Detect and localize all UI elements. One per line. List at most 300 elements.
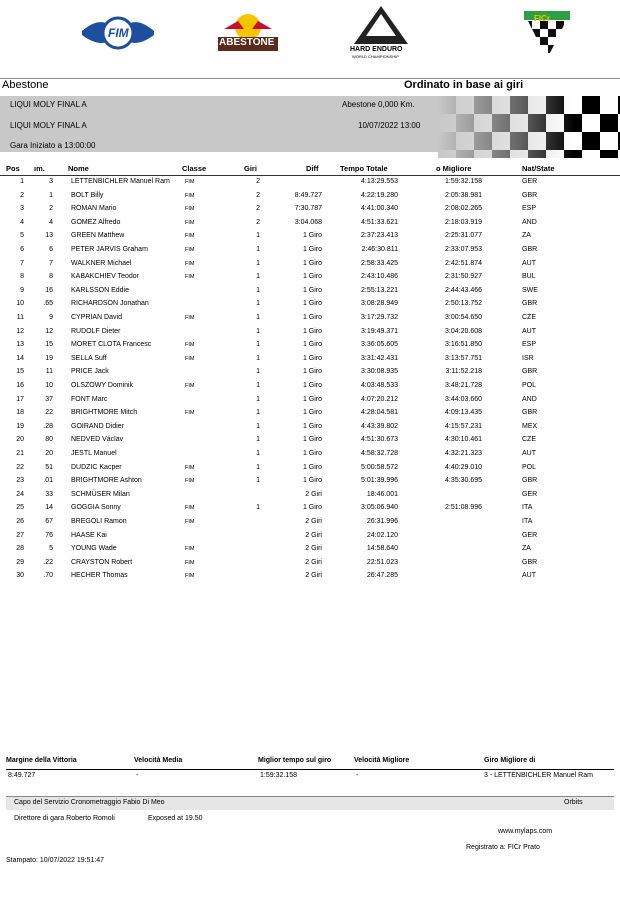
hard-enduro-logo	[346, 4, 416, 62]
event-datetime: 10/07/2022 13:00	[358, 121, 421, 130]
cell-best: 4:40:29.010	[445, 463, 482, 471]
avg-speed-label: Velocità Media	[134, 757, 183, 764]
cell-best: 2:05:38.981	[445, 191, 482, 199]
cell-laps: 1	[256, 354, 260, 362]
best-lap-of-label: Giro Migliore di	[484, 757, 536, 764]
cell-pos: 2	[20, 191, 24, 199]
cell-cls: FIM	[185, 519, 195, 525]
cell-name: PETER JARVIS Graham	[71, 246, 148, 253]
cell-laps: 1	[256, 450, 260, 457]
cell-best: 2:44:43.466	[445, 286, 482, 294]
cell-name: GREEN Matthew	[71, 232, 125, 240]
cell-diff: 1 Giro	[302, 259, 322, 267]
cell-pos: 17	[16, 395, 24, 403]
cell-laps: 1	[256, 300, 260, 308]
cell-name: BREGOLI Ramon	[71, 518, 127, 525]
cell-num: 16	[45, 286, 53, 294]
cell-num: 14	[45, 504, 53, 512]
cell-num: 13	[45, 232, 53, 240]
exposed-at: Exposed at 19.50	[148, 815, 203, 822]
cell-name: LETTENBICHLER Manuel Ram	[71, 178, 170, 185]
table-row	[0, 339, 620, 353]
cell-laps: 1	[256, 395, 260, 403]
cell-name: BOLT Billy	[71, 191, 104, 199]
table-row	[0, 530, 620, 544]
cell-nat: ZA	[522, 232, 531, 240]
cell-name: GOGGIA Sonny	[71, 504, 121, 512]
cell-cls: FIM	[185, 342, 195, 349]
cell-name: MORET CLOTA Francesc	[71, 341, 152, 349]
order-title: Ordinato in base ai giri	[404, 79, 524, 91]
cell-total: 3:19:49.371	[361, 327, 398, 335]
cell-best: 3:48:21.728	[445, 382, 482, 389]
cell-name: SELLA Suff	[71, 354, 107, 362]
cell-pos: 4	[20, 218, 24, 226]
cell-best: 3:00:54.650	[445, 314, 482, 321]
hard-enduro-logo-subtext: WORLD CHAMPIONSHIP	[352, 54, 399, 59]
cell-num: 20	[45, 450, 53, 457]
cell-laps: 1	[256, 422, 260, 430]
cell-cls: FIM	[185, 247, 195, 253]
cell-name: PRICE Jack	[71, 368, 109, 376]
cell-diff: 1 Giro	[302, 463, 322, 471]
cell-nat: BUL	[522, 273, 536, 281]
cell-laps: 2	[256, 191, 260, 199]
cell-best: 2:08:02.265	[445, 205, 482, 213]
cell-cls: FIM	[185, 355, 195, 362]
timekeeper: Capo del Servizio Cronometraggio Fabio Di Meo	[14, 799, 165, 806]
cell-nat: GBR	[522, 246, 538, 253]
cell-total: 4:28:04.581	[361, 409, 398, 417]
table-row	[0, 516, 620, 530]
cell-name: BRIGHTMORE Mitch	[71, 409, 138, 417]
summary-divider	[6, 769, 614, 770]
cell-pos: 26	[16, 518, 24, 525]
cell-laps: 1	[256, 368, 260, 376]
cell-laps: 1	[256, 409, 260, 417]
cell-diff: 1 Giro	[302, 341, 322, 349]
cell-name: RUDOLF Dieter	[71, 327, 121, 335]
cell-name: JESTL Manuel	[71, 450, 117, 457]
cell-diff: 1 Giro	[302, 232, 322, 240]
cell-pos: 29	[16, 558, 24, 566]
cell-diff: 1 Giro	[302, 354, 322, 362]
cell-pos: 20	[16, 436, 24, 444]
column-headers	[0, 162, 620, 176]
cell-total: 4:41:00.340	[361, 205, 398, 213]
cell-num: 3	[49, 178, 53, 185]
checkered-flag	[438, 96, 620, 158]
cell-total: 2:37:23.413	[361, 232, 398, 240]
best-speed-label: Velocità Migliore	[354, 757, 410, 764]
table-row	[0, 271, 620, 285]
cell-total: 4:07:20.212	[361, 395, 398, 403]
cell-diff: 2 Giri	[305, 558, 322, 566]
cell-pos: 16	[16, 382, 24, 389]
col-name: Nome	[68, 164, 89, 173]
cell-cls: FIM	[185, 505, 195, 512]
cell-total: 2:58:33.425	[361, 259, 398, 267]
cell-name: HAASE Kai	[71, 531, 107, 539]
cell-pos: 23	[16, 477, 24, 485]
cell-pos: 6	[20, 246, 24, 253]
cell-laps: 1	[256, 504, 260, 512]
table-row	[0, 502, 620, 516]
cell-laps: 1	[256, 273, 260, 281]
cell-pos: 1	[20, 178, 24, 185]
table-row	[0, 203, 620, 217]
ficr-logo-text: FICr	[534, 14, 550, 23]
registered-to: Registrato a: FICr Prato	[466, 844, 540, 851]
cell-total: 3:08:28.949	[361, 300, 398, 308]
printed-at: Stampato: 10/07/2022 19:51:47	[6, 857, 105, 864]
table-row	[0, 353, 620, 367]
cell-diff: 8:49.727	[294, 191, 322, 199]
cell-nat: AUT	[522, 259, 536, 267]
cell-nat: SWE	[522, 286, 538, 294]
cell-laps: 1	[256, 259, 260, 267]
cell-total: 3:31:42.431	[361, 354, 398, 362]
table-row	[0, 394, 620, 408]
cell-pos: 14	[16, 354, 24, 362]
cell-num: 51	[45, 463, 53, 471]
col-total: Tempo Totale	[340, 164, 388, 173]
cell-cls: FIM	[185, 410, 195, 417]
col-num: ım.	[34, 164, 45, 173]
cell-diff: 1 Giro	[302, 314, 322, 321]
cell-num: .70	[43, 572, 53, 580]
cell-num: 80	[45, 436, 53, 444]
cell-num: 33	[45, 490, 53, 498]
cell-num: 67	[45, 518, 53, 525]
race-director: Direttore di gara Roberto Romoli	[14, 815, 115, 822]
cell-diff: 1 Giro	[302, 327, 322, 335]
table-row	[0, 570, 620, 584]
best-lap-value: 1:59:32.158	[260, 772, 297, 779]
cell-name: GOIRAND Didier	[71, 422, 124, 430]
cell-nat: POL	[522, 382, 537, 389]
cell-total: 3:30:08.935	[361, 368, 398, 376]
table-row	[0, 230, 620, 244]
cell-num: 8	[49, 273, 53, 281]
cell-pos: 28	[16, 545, 24, 553]
cell-name: WALKNER Michael	[71, 259, 132, 267]
cell-nat: ITA	[522, 518, 533, 525]
cell-num: 15	[45, 341, 53, 349]
cell-name: CYPRIAN David	[71, 314, 122, 321]
cell-pos: 8	[20, 273, 24, 281]
cell-diff: 3:04.068	[294, 218, 322, 226]
cell-num: 37	[45, 395, 53, 403]
cell-diff: 1 Giro	[302, 273, 322, 281]
cell-num: 4	[49, 218, 53, 226]
best-lap-of-value: 3 - LETTENBICHLER Manuel Ram	[484, 772, 593, 779]
cell-cls: FIM	[185, 559, 195, 566]
cell-cls: FIM	[185, 260, 195, 267]
table-row	[0, 380, 620, 394]
cell-total: 5:01:39.996	[361, 477, 398, 485]
cell-best: 4:30:10.461	[445, 436, 482, 444]
cell-laps: 2	[256, 205, 260, 213]
cell-pos: 24	[16, 490, 24, 498]
cell-total: 4:51:33.621	[361, 218, 398, 226]
cell-diff: 1 Giro	[302, 450, 322, 457]
table-row	[0, 285, 620, 299]
cell-best: 2:31:50.927	[445, 273, 482, 281]
cell-num: 11	[45, 368, 53, 376]
cell-nat: GER	[522, 531, 538, 539]
cell-num: .22	[43, 558, 53, 566]
cell-total: 4:13:29.553	[361, 178, 398, 185]
best-lap-label: Miglior tempo sul giro	[258, 757, 332, 764]
cell-cls: FIM	[185, 233, 195, 240]
cell-pos: 21	[16, 450, 24, 457]
col-nat: Nat/State	[522, 164, 555, 173]
table-row	[0, 326, 620, 340]
cell-nat: AND	[522, 218, 537, 226]
cell-best: 3:11:52.218	[445, 368, 482, 376]
cell-diff: 1 Giro	[302, 246, 322, 253]
cell-num: 6	[49, 246, 53, 253]
table-row	[0, 448, 620, 462]
cell-nat: POL	[522, 463, 537, 471]
cell-best: 3:13:57.751	[445, 354, 482, 362]
cell-nat: MEX	[522, 422, 538, 430]
cell-cls: FIM	[185, 464, 195, 471]
cell-num: .01	[43, 477, 53, 485]
cell-diff: 1 Giro	[302, 477, 322, 485]
cell-cls: FIM	[185, 546, 195, 553]
cell-best: 2:33:07.953	[445, 246, 482, 253]
cell-laps: 2	[256, 178, 260, 185]
cell-pos: 19	[16, 422, 24, 430]
table-row	[0, 557, 620, 571]
cell-best: 4:15:57.231	[445, 422, 482, 430]
col-class: Classe	[182, 164, 207, 173]
cell-name: FONT Marc	[71, 395, 108, 403]
table-row	[0, 462, 620, 476]
cell-diff: 2 Giri	[305, 490, 322, 498]
cell-diff: 1 Giro	[302, 422, 322, 430]
cell-diff: 1 Giro	[302, 409, 322, 417]
cell-laps: 1	[256, 286, 260, 294]
cell-cls: FIM	[185, 573, 195, 580]
cell-diff: 2 Giri	[305, 545, 322, 553]
cell-laps: 1	[256, 382, 260, 389]
cell-best: 4:09:13.435	[445, 409, 482, 417]
cell-total: 3:36:05.605	[361, 341, 398, 349]
cell-num: 9	[49, 314, 53, 321]
cell-name: KARLSSON Eddie	[71, 286, 129, 294]
cell-num: 12	[45, 327, 53, 335]
cell-name: ROMAN Mario	[71, 205, 117, 213]
table-row	[0, 298, 620, 312]
cell-num: .65	[43, 300, 53, 308]
cell-name: GOMEZ Alfredo	[71, 218, 121, 226]
cell-pos: 25	[16, 504, 24, 512]
col-laps: Giri	[244, 164, 257, 173]
cell-pos: 3	[20, 205, 24, 213]
cell-laps: 1	[256, 463, 260, 471]
cell-num: 5	[49, 545, 53, 553]
cell-total: 26:31.996	[366, 518, 398, 525]
cell-diff: 1 Giro	[302, 504, 322, 512]
cell-nat: AUT	[522, 572, 536, 580]
fim-logo-text: FIM	[108, 26, 129, 40]
cell-num: 19	[45, 354, 53, 362]
fim-logo	[80, 4, 156, 62]
cell-num: 2	[49, 205, 53, 213]
cell-laps: 1	[256, 327, 260, 335]
cell-diff: 1 Giro	[302, 395, 322, 403]
cell-name: SCHMÜSER Milan	[71, 490, 130, 498]
cell-best: 3:44:03.660	[445, 395, 482, 403]
cell-total: 4:58:32.728	[361, 450, 398, 457]
table-row	[0, 475, 620, 489]
cell-diff: 1 Giro	[302, 382, 322, 389]
cell-name: BRIGHTMORE Ashton	[71, 477, 142, 485]
cell-best: 2:51:08.996	[445, 504, 482, 512]
table-row	[0, 421, 620, 435]
margin-label: Margine della Vittoria	[6, 757, 77, 764]
cell-total: 3:17:29.732	[361, 314, 398, 321]
cell-nat: ISR	[522, 354, 534, 362]
cell-name: YOUNG Wade	[71, 545, 117, 553]
cell-best: 3:16:51.850	[445, 341, 482, 349]
cell-cls: FIM	[185, 315, 195, 321]
cell-cls: FIM	[185, 478, 195, 485]
website[interactable]: www.mylaps.com	[498, 828, 553, 835]
cell-pos: 7	[20, 259, 24, 267]
cell-nat: GBR	[522, 191, 538, 199]
cell-diff: 7:30.787	[294, 205, 322, 213]
cell-num: 1	[49, 191, 53, 199]
cell-cls: FIM	[185, 274, 195, 281]
cell-nat: GBR	[522, 477, 538, 485]
col-diff: Diff	[306, 164, 319, 173]
cell-total: 26:47.285	[366, 572, 398, 580]
race-start: Gara Iniziato a 13:00:00	[10, 141, 96, 150]
table-row	[0, 543, 620, 557]
cell-nat: ESP	[522, 205, 537, 213]
cell-nat: GBR	[522, 558, 538, 566]
cell-cls: FIM	[185, 206, 195, 213]
cell-total: 4:03:48.533	[361, 382, 398, 389]
best-speed-value: -	[356, 772, 359, 779]
cell-total: 5:00:58.572	[361, 463, 398, 471]
cell-pos: 18	[16, 409, 24, 417]
table-row	[0, 312, 620, 326]
cell-pos: 10	[16, 300, 24, 308]
cell-name: OLSZOWY Dominik	[71, 382, 134, 389]
cell-nat: GBR	[522, 409, 538, 417]
cell-total: 2:43:10.486	[361, 273, 398, 281]
cell-diff: 1 Giro	[302, 436, 322, 444]
summary-values	[0, 772, 620, 784]
cell-pos: 11	[16, 314, 24, 321]
cell-laps: 1	[256, 341, 260, 349]
cell-pos: 12	[16, 327, 24, 335]
cell-best: 1:59:32.158	[445, 178, 482, 185]
summary-labels	[0, 757, 620, 769]
cell-nat: ITA	[522, 504, 533, 512]
cell-cls: FIM	[185, 192, 195, 199]
cell-diff: 2 Giri	[305, 572, 322, 580]
cell-pos: 27	[16, 531, 24, 539]
table-row	[0, 407, 620, 421]
cell-total: 4:43:39.802	[361, 422, 398, 430]
cell-laps: 1	[256, 246, 260, 253]
abestone-logo-text: ABESTONE	[219, 37, 275, 48]
cell-best: 2:42:51.874	[445, 259, 482, 267]
cell-pos: 13	[16, 341, 24, 349]
table-row	[0, 176, 620, 190]
cell-best: 4:35:30.695	[445, 477, 482, 485]
cell-laps: 1	[256, 436, 260, 444]
cell-nat: CZE	[522, 436, 536, 444]
cell-total: 22:51.023	[366, 558, 398, 566]
cell-best: 4:32:21.323	[445, 450, 482, 457]
cell-nat: GBR	[522, 368, 538, 376]
hard-enduro-logo-text: HARD ENDURO	[350, 46, 403, 53]
cell-diff: 1 Giro	[302, 300, 322, 308]
cell-cls: FIM	[185, 219, 195, 226]
cell-total: 14:58.640	[366, 545, 398, 553]
col-pos: Pos	[6, 164, 20, 173]
cell-diff: 2 Giri	[305, 531, 322, 539]
cell-diff: 1 Giro	[302, 286, 322, 294]
col-best: o Migliore	[436, 164, 472, 173]
cell-total: 2:46:30.811	[361, 246, 398, 253]
event-location: Abestone 0,000 Km.	[342, 100, 415, 109]
cell-nat: ZA	[522, 545, 531, 553]
cell-pos: 15	[16, 368, 24, 376]
abestone-logo	[210, 4, 286, 62]
cell-num: .28	[43, 422, 53, 430]
cell-name: HECHER Thomas	[71, 572, 128, 580]
cell-cls: FIM	[185, 179, 195, 185]
table-row	[0, 489, 620, 503]
cell-laps: 2	[256, 218, 260, 226]
cell-nat: GER	[522, 178, 538, 185]
cell-cls: FIM	[185, 383, 195, 389]
cell-num: 76	[45, 531, 53, 539]
cell-name: DUDZIC Kacper	[71, 463, 122, 471]
cell-name: NEDVED Václav	[71, 436, 124, 444]
avg-speed-value: -	[136, 772, 139, 779]
cell-best: 2:18:03.919	[445, 218, 482, 226]
cell-total: 18:46.001	[366, 490, 398, 498]
event-class-line1: LIQUI MOLY FINAL A	[10, 100, 87, 109]
cell-pos: 5	[20, 232, 24, 240]
cell-best: 2:50:13.752	[445, 300, 482, 308]
cell-nat: GBR	[522, 300, 538, 308]
cell-laps: 1	[256, 314, 260, 321]
table-row	[0, 190, 620, 204]
cell-pos: 30	[16, 572, 24, 580]
cell-pos: 9	[20, 286, 24, 294]
cell-diff: 1 Giro	[302, 368, 322, 376]
cell-laps: 1	[256, 232, 260, 240]
table-row	[0, 258, 620, 272]
cell-pos: 22	[16, 463, 24, 471]
cell-total: 4:22:19.280	[361, 191, 398, 199]
venue-title: Abestone	[2, 79, 49, 91]
table-row	[0, 217, 620, 231]
cell-best: 2:25:31.077	[445, 232, 482, 240]
cell-num: 22	[45, 409, 53, 417]
table-row	[0, 244, 620, 258]
